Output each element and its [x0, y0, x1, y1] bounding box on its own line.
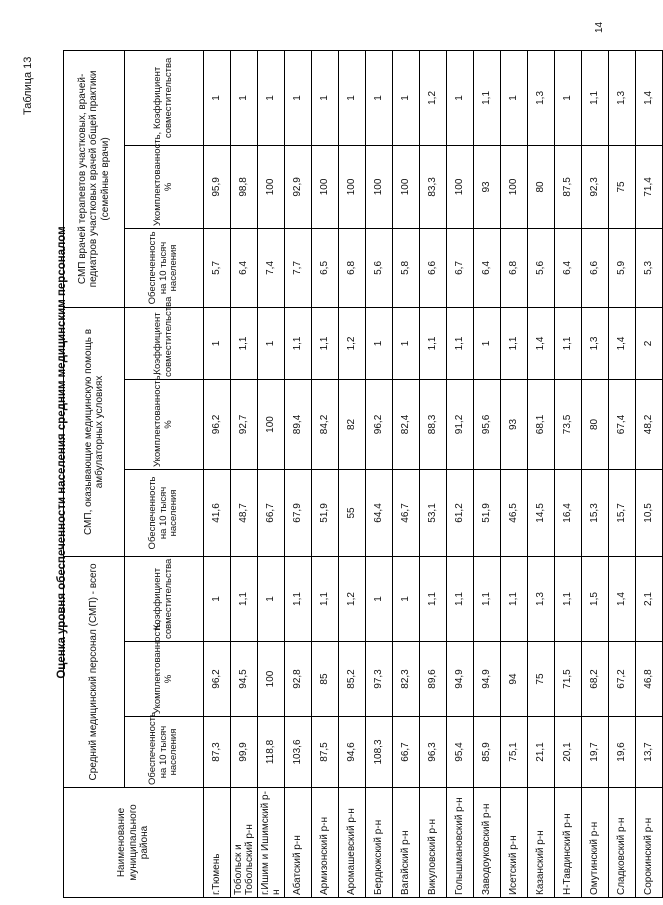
header-coef: Коэффициент совместительства — [125, 307, 204, 379]
value-cell: 67,4 — [609, 379, 636, 469]
value-cell: 87,5 — [555, 145, 582, 228]
value-cell: 85,9 — [474, 717, 501, 788]
value-cell: 1,1 — [555, 307, 582, 379]
value-cell: 6,5 — [312, 228, 339, 307]
value-cell: 5,6 — [528, 228, 555, 307]
value-cell: 46,8 — [636, 642, 663, 717]
value-cell: 41,6 — [204, 469, 231, 556]
header-staffing: Укомплектованность, % — [125, 145, 204, 228]
value-cell: 95,4 — [447, 717, 474, 788]
table-row — [474, 50, 501, 897]
value-cell: 1,2 — [339, 307, 366, 379]
page-number: 14 — [594, 21, 605, 33]
value-cell: 1,1 — [501, 307, 528, 379]
district-name-cell: Заводоуковский р-н — [474, 788, 501, 898]
value-cell: 1 — [204, 307, 231, 379]
value-cell: 1 — [285, 50, 312, 145]
value-cell: 1,4 — [609, 307, 636, 379]
value-cell: 83,3 — [420, 145, 447, 228]
staffing-table — [63, 50, 663, 898]
table-row — [204, 50, 231, 897]
value-cell: 80 — [582, 379, 609, 469]
value-cell: 1,1 — [555, 556, 582, 641]
value-cell: 6,4 — [474, 228, 501, 307]
value-cell: 1,1 — [474, 556, 501, 641]
value-cell: 1 — [312, 50, 339, 145]
value-cell: 1 — [258, 307, 285, 379]
value-cell: 6,8 — [501, 228, 528, 307]
table-row — [609, 50, 636, 897]
value-cell: 1,5 — [582, 556, 609, 641]
value-cell: 1 — [393, 307, 420, 379]
value-cell: 1 — [258, 50, 285, 145]
value-cell: 94 — [501, 642, 528, 717]
district-name-cell: Бердюжский р-н — [366, 788, 393, 898]
value-cell: 6,8 — [339, 228, 366, 307]
value-cell: 16,4 — [555, 469, 582, 556]
value-cell: 1 — [555, 50, 582, 145]
district-name-cell: Н-Тавдинский р-н — [555, 788, 582, 898]
value-cell: 73,5 — [555, 379, 582, 469]
district-name-cell: Исетский р-н — [501, 788, 528, 898]
value-cell: 100 — [447, 145, 474, 228]
value-cell: 5,3 — [636, 228, 663, 307]
table-row — [555, 50, 582, 897]
value-cell: 94,6 — [339, 717, 366, 788]
value-cell: 85 — [312, 642, 339, 717]
header-group-ambulatory: СМП, оказывающие медицинскую помощь в амбулаторных условиях — [64, 307, 125, 556]
value-cell: 96,2 — [204, 642, 231, 717]
header-provision: Обеспеченность на 10 тысяч населения — [125, 717, 204, 788]
value-cell: 1,1 — [501, 556, 528, 641]
value-cell: 98,8 — [231, 145, 258, 228]
value-cell: 82 — [339, 379, 366, 469]
value-cell: 95,9 — [204, 145, 231, 228]
table-row — [528, 50, 555, 897]
district-name-cell: г.Ишим и Ишимский р-н — [258, 788, 285, 898]
value-cell: 51,9 — [312, 469, 339, 556]
table-row — [339, 50, 366, 897]
value-cell: 66,7 — [258, 469, 285, 556]
table-row — [312, 50, 339, 897]
value-cell: 6,4 — [555, 228, 582, 307]
district-name-cell: Абатский р-н — [285, 788, 312, 898]
value-cell: 1,1 — [312, 556, 339, 641]
value-cell: 95,6 — [474, 379, 501, 469]
table-row — [258, 50, 285, 897]
value-cell: 6,7 — [447, 228, 474, 307]
value-cell: 93 — [501, 379, 528, 469]
value-cell: 97,3 — [366, 642, 393, 717]
value-cell: 84,2 — [312, 379, 339, 469]
value-cell: 71,5 — [555, 642, 582, 717]
value-cell: 100 — [258, 379, 285, 469]
value-cell: 82,3 — [393, 642, 420, 717]
value-cell: 80 — [528, 145, 555, 228]
value-cell: 5,7 — [204, 228, 231, 307]
header-staffing: Укомплектованность, % — [125, 642, 204, 717]
value-cell: 13,7 — [636, 717, 663, 788]
value-cell: 1 — [393, 556, 420, 641]
value-cell: 92,9 — [285, 145, 312, 228]
value-cell: 1,2 — [339, 556, 366, 641]
value-cell: 19,6 — [609, 717, 636, 788]
header-staffing: Укомплектованность, % — [125, 379, 204, 469]
value-cell: 1 — [501, 50, 528, 145]
value-cell: 87,3 — [204, 717, 231, 788]
value-cell: 14,5 — [528, 469, 555, 556]
value-cell: 92,8 — [285, 642, 312, 717]
value-cell: 1,1 — [231, 307, 258, 379]
district-name-cell: Армизонский р-н — [312, 788, 339, 898]
district-name-cell: Сорокинский р-н — [636, 788, 663, 898]
value-cell: 89,4 — [285, 379, 312, 469]
value-cell: 48,7 — [231, 469, 258, 556]
value-cell: 19,7 — [582, 717, 609, 788]
value-cell: 1,3 — [528, 556, 555, 641]
value-cell: 100 — [366, 145, 393, 228]
value-cell: 68,2 — [582, 642, 609, 717]
value-cell: 100 — [258, 145, 285, 228]
value-cell: 20,1 — [555, 717, 582, 788]
value-cell: 1,4 — [528, 307, 555, 379]
value-cell: 82,4 — [393, 379, 420, 469]
value-cell: 1 — [366, 556, 393, 641]
value-cell: 100 — [339, 145, 366, 228]
value-cell: 61,2 — [447, 469, 474, 556]
value-cell: 55 — [339, 469, 366, 556]
value-cell: 21,1 — [528, 717, 555, 788]
value-cell: 71,4 — [636, 145, 663, 228]
district-name-cell: Викуловский р-н — [420, 788, 447, 898]
value-cell: 53,1 — [420, 469, 447, 556]
table-row — [285, 50, 312, 897]
value-cell: 15,7 — [609, 469, 636, 556]
table-row — [393, 50, 420, 897]
value-cell: 1,1 — [285, 307, 312, 379]
value-cell: 1 — [447, 50, 474, 145]
value-cell: 94,9 — [474, 642, 501, 717]
value-cell: 66,7 — [393, 717, 420, 788]
table-row — [231, 50, 258, 897]
value-cell: 1,1 — [285, 556, 312, 641]
district-name-cell: Казанский р-н — [528, 788, 555, 898]
district-name-cell: Тобольск и Тобольский р-н — [231, 788, 258, 898]
value-cell: 100 — [393, 145, 420, 228]
page-title: Оценка уровня обеспеченности населения средним медицинским персоналом — [56, 226, 68, 679]
value-cell: 1 — [231, 50, 258, 145]
value-cell: 94,5 — [231, 642, 258, 717]
value-cell: 87,5 — [312, 717, 339, 788]
value-cell: 51,9 — [474, 469, 501, 556]
value-cell: 67,2 — [609, 642, 636, 717]
header-provision: Обеспеченность на 10 тысяч населения — [125, 228, 204, 307]
header-coef: Коэффициент совместительства — [125, 50, 204, 145]
district-name-cell: Аромашевский р-н — [339, 788, 366, 898]
value-cell: 93 — [474, 145, 501, 228]
value-cell: 1,4 — [636, 50, 663, 145]
header-coef: Коэффициент совместительства — [125, 556, 204, 641]
table-number: Таблица 13 — [22, 56, 34, 115]
value-cell: 1,1 — [312, 307, 339, 379]
value-cell: 1,1 — [231, 556, 258, 641]
value-cell: 64,4 — [366, 469, 393, 556]
value-cell: 6,4 — [231, 228, 258, 307]
value-cell: 92,3 — [582, 145, 609, 228]
header-district: Наименование муниципального района — [64, 788, 204, 898]
value-cell: 118,8 — [258, 717, 285, 788]
district-name-cell: Омутинский р-н — [582, 788, 609, 898]
table-row — [636, 50, 663, 897]
value-cell: 5,8 — [393, 228, 420, 307]
value-cell: 2,1 — [636, 556, 663, 641]
value-cell: 99,9 — [231, 717, 258, 788]
district-name-cell: г.Тюмень — [204, 788, 231, 898]
value-cell: 103,6 — [285, 717, 312, 788]
value-cell: 75,1 — [501, 717, 528, 788]
value-cell: 91,2 — [447, 379, 474, 469]
value-cell: 1,1 — [420, 307, 447, 379]
value-cell: 1 — [474, 307, 501, 379]
value-cell: 1 — [366, 50, 393, 145]
value-cell: 67,9 — [285, 469, 312, 556]
value-cell: 1,4 — [609, 556, 636, 641]
district-name-cell: Сладковский р-н — [609, 788, 636, 898]
value-cell: 1 — [366, 307, 393, 379]
value-cell: 92,7 — [231, 379, 258, 469]
value-cell: 46,7 — [393, 469, 420, 556]
value-cell: 5,6 — [366, 228, 393, 307]
value-cell: 1,2 — [420, 50, 447, 145]
value-cell: 1,1 — [582, 50, 609, 145]
header-row-groups — [64, 50, 125, 897]
value-cell: 1,1 — [474, 50, 501, 145]
value-cell: 75 — [609, 145, 636, 228]
table-body — [204, 50, 663, 897]
value-cell: 1,1 — [447, 556, 474, 641]
value-cell: 89,6 — [420, 642, 447, 717]
value-cell: 100 — [312, 145, 339, 228]
value-cell: 10,5 — [636, 469, 663, 556]
value-cell: 1 — [258, 556, 285, 641]
value-cell: 1,3 — [582, 307, 609, 379]
value-cell: 15,3 — [582, 469, 609, 556]
value-cell: 100 — [501, 145, 528, 228]
header-provision: Обеспеченность на 10 тысяч населения — [125, 469, 204, 556]
value-cell: 2 — [636, 307, 663, 379]
value-cell: 7,4 — [258, 228, 285, 307]
value-cell: 108,3 — [366, 717, 393, 788]
header-group-gp: СМП врачей терапевтов участковых, врачей-педиатров участковых врачей общей практики (семейные врачи) — [64, 50, 125, 307]
value-cell: 6,6 — [582, 228, 609, 307]
value-cell: 96,3 — [420, 717, 447, 788]
value-cell: 85,2 — [339, 642, 366, 717]
value-cell: 96,2 — [366, 379, 393, 469]
table-row — [366, 50, 393, 897]
value-cell: 5,9 — [609, 228, 636, 307]
district-name-cell: Голышмановский р-н — [447, 788, 474, 898]
header-group-all: Средний медицинский персонал (СМП) - всего — [64, 556, 125, 787]
value-cell: 94,9 — [447, 642, 474, 717]
table-row — [501, 50, 528, 897]
value-cell: 1,1 — [447, 307, 474, 379]
value-cell: 1 — [204, 556, 231, 641]
header-row-metrics — [125, 50, 204, 897]
table-row — [582, 50, 609, 897]
value-cell: 46,5 — [501, 469, 528, 556]
value-cell: 1,3 — [528, 50, 555, 145]
value-cell: 48,2 — [636, 379, 663, 469]
value-cell: 6,6 — [420, 228, 447, 307]
district-name-cell: Вагайский р-н — [393, 788, 420, 898]
value-cell: 68,1 — [528, 379, 555, 469]
value-cell: 100 — [258, 642, 285, 717]
value-cell: 1 — [339, 50, 366, 145]
value-cell: 88,3 — [420, 379, 447, 469]
value-cell: 1,1 — [420, 556, 447, 641]
value-cell: 1 — [204, 50, 231, 145]
table-row — [447, 50, 474, 897]
value-cell: 7,7 — [285, 228, 312, 307]
value-cell: 75 — [528, 642, 555, 717]
value-cell: 1,3 — [609, 50, 636, 145]
table-row — [420, 50, 447, 897]
value-cell: 96,2 — [204, 379, 231, 469]
value-cell: 1 — [393, 50, 420, 145]
